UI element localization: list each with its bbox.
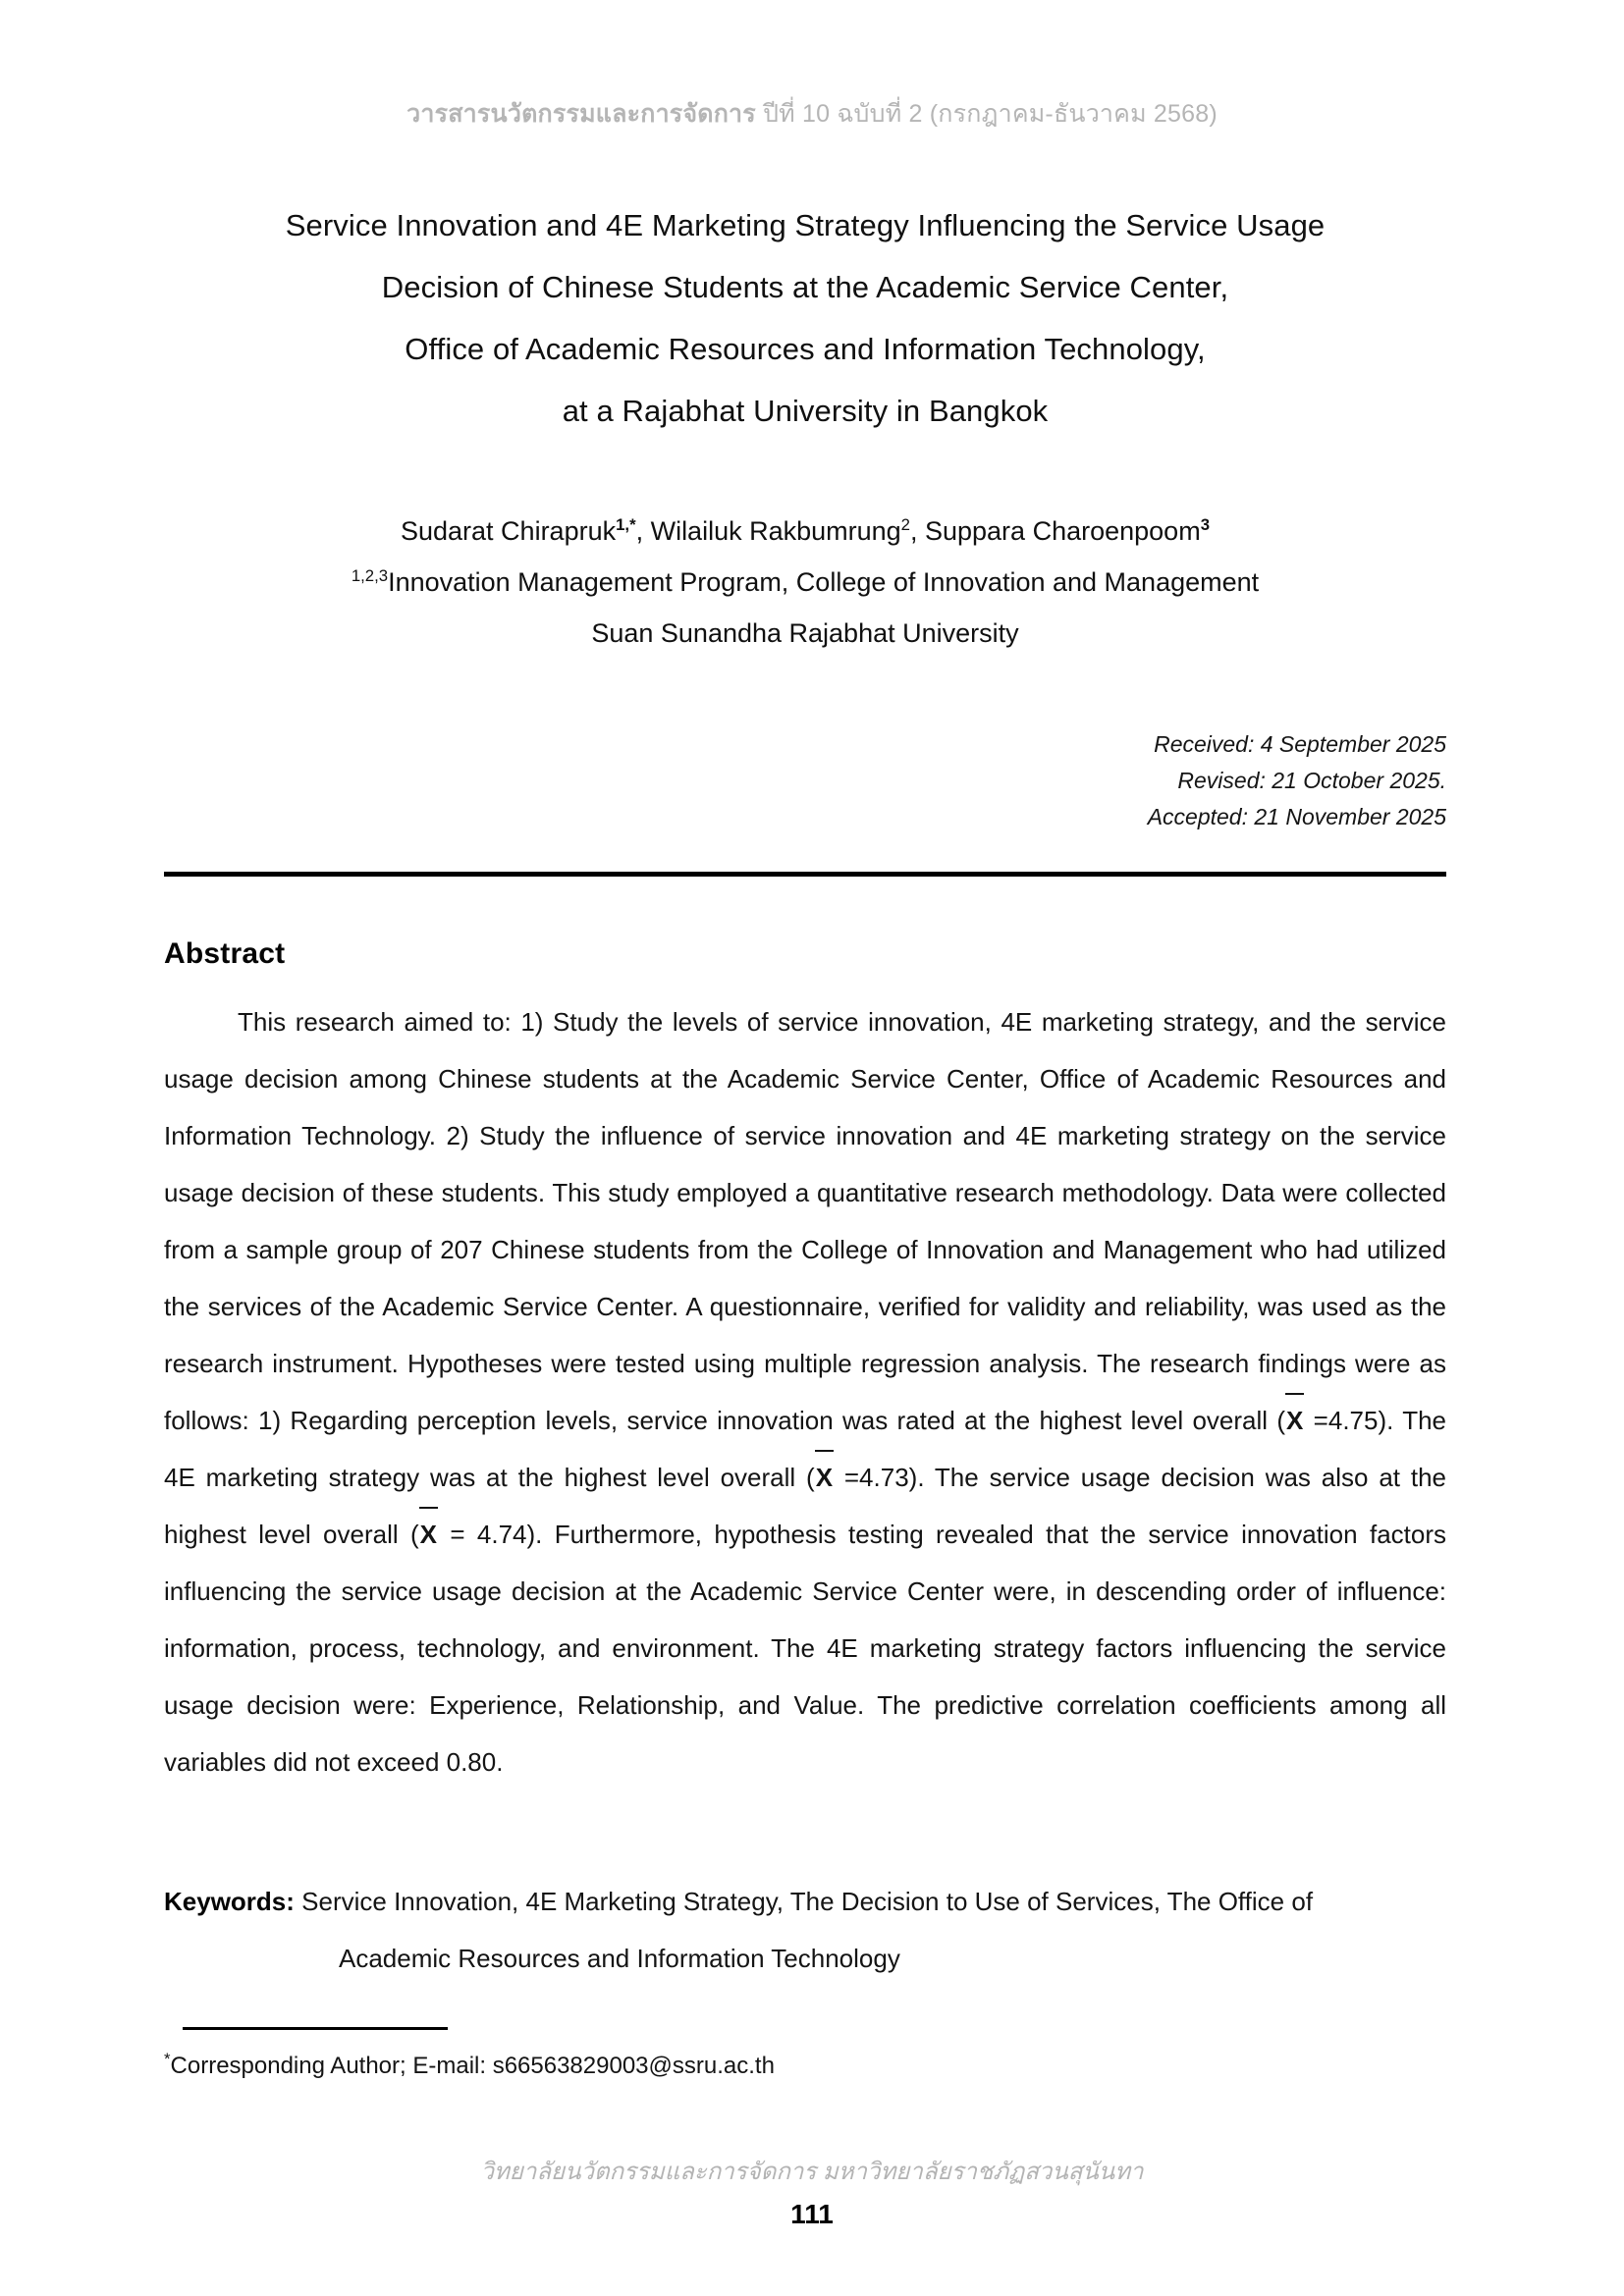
footnote-text: Corresponding Author; E-mail: s66563829003@ssru.ac.th [170,2053,775,2079]
author-name-2: , Wilailuk Rakbumrung [635,516,901,546]
author-marker-1: 1,* [616,515,636,534]
x-bar-symbol-2: X [815,1449,834,1506]
footnote-marker: * [164,2050,171,2068]
running-head-journal-name: วารสารนวัตกรรมและการจัดการ [406,100,756,128]
submission-dates [164,726,1446,835]
abstract-segment-4: = 4.74). Furthermore, hypothesis testing revealed that the service innovation factors influencing the service usage decision at the Academic Service Center were, in descending order of influence: information, process, technology, and environment. The 4E marketing strategy factors influencing the service usage decision were: Experience, Relationship, and Value. The predictive correlation coefficients among all variables did not exceed 0.80. [164,1520,1446,1777]
article-title [164,194,1446,442]
abstract-segment-2: =4.75). The 4E marketing strategy was at the highest level overall ( [164,1406,1446,1492]
title-line-3: Office of Academic Resources and Information Technology, [405,332,1206,366]
author-names [164,506,1446,557]
keywords-line-2: Academic Resources and Information Technology [339,1944,900,1973]
date-received: Received: 4 September 2025 [1154,731,1446,757]
x-bar-symbol-3: X [419,1506,438,1563]
affiliation-line-1 [164,557,1446,608]
date-revised: Revised: 21 October 2025. [1177,768,1446,793]
affiliation-text-1: Innovation Management Program, College of Innovation and Management [388,567,1260,597]
keywords-label: Keywords: [164,1887,295,1916]
date-accepted: Accepted: 21 November 2025 [1147,804,1446,829]
abstract-segment-3: =4.73). The service usage decision was also at the highest level overall ( [164,1463,1446,1549]
page-number: 111 [790,2199,834,2229]
x-bar-symbol-1: X [1285,1392,1304,1449]
author-marker-3: 3 [1200,515,1210,534]
affiliation-line-2: Suan Sunandha Rajabhat University [591,618,1019,648]
author-name-3: , Suppara Charoenpoom [909,516,1201,546]
footer-institution: วิทยาลัยนวัตกรรมและการจัดการ มหาวิทยาลัยราชภัฏสวนสุนันทา [480,2159,1144,2185]
author-name-1: Sudarat Chirapruk [400,516,617,546]
abstract-text [164,993,1446,1790]
abstract-segment-1: This research aimed to: 1) Study the levels of service innovation, 4E marketing strategy, and the service usage decision among Chinese students at the Academic Service Center, Office of Academic Resources and Information Technology. 2) Study the influence of service innovation and 4E marketing strategy on the service usage decision of these students. This study employed a quantitative research methodology. Data were collected from a sample group of 207 Chinese students from the College of Innovation and Management who had utilized the services of the Academic Service Center. A questionnaire, verified for validity and reliability, was used as the research instrument. Hypotheses were tested using multiple regression analysis. The research findings were as follows: 1) Regarding perception levels, service innovation was rated at the highest level overall ( [164,1007,1446,1435]
title-line-2: Decision of Chinese Students at the Academic Service Center, [381,270,1229,304]
running-head [0,94,1624,133]
header-divider [164,872,1446,877]
keywords-line-1: Service Innovation, 4E Marketing Strategy, The Decision to Use of Services, The Office of [294,1887,1314,1916]
author-block [164,506,1446,659]
title-line-4: at a Rajabhat University in Bangkok [562,394,1049,428]
footnote-divider [183,2027,448,2030]
corresponding-author-footnote [164,2048,1244,2085]
running-head-issue-info: ปีที่ 10 ฉบับที่ 2 (กรกฎาคม-ธันวาคม 2568) [755,100,1218,128]
abstract-heading: Abstract [164,937,286,970]
author-marker-2: 2 [900,515,910,534]
keywords-block [164,1873,1446,1987]
affiliation-marker: 1,2,3 [351,566,389,585]
title-line-1: Service Innovation and 4E Marketing Strategy Influencing the Service Usage [285,208,1326,242]
